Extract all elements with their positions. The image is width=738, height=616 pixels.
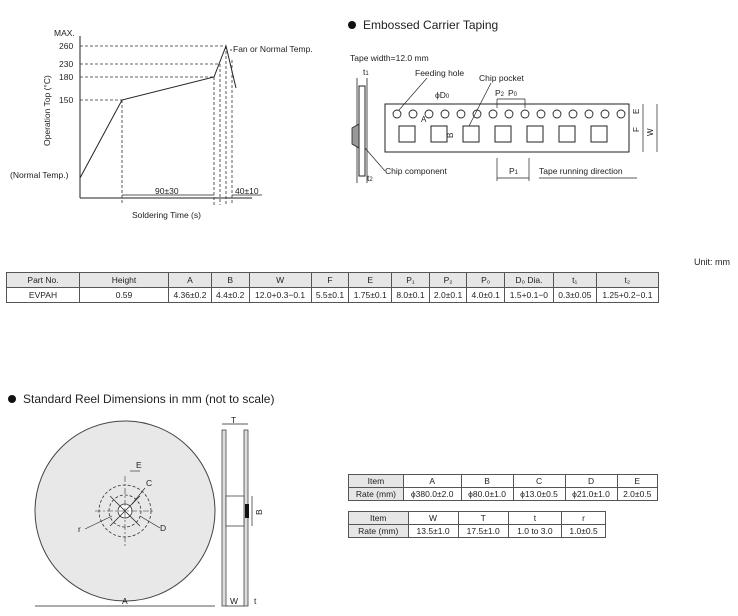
a-reel-label: A <box>122 596 128 606</box>
spec-table <box>6 272 659 303</box>
bullet-icon <box>8 395 16 403</box>
col-d0: D₀ Dia. <box>504 273 553 288</box>
normal-temp-label: (Normal Temp.) <box>10 170 69 180</box>
cell: EVPAH <box>7 288 80 303</box>
reel-table-1 <box>348 474 658 501</box>
taping-title-text: Embossed Carrier Taping <box>363 18 499 32</box>
x-axis-label: Soldering Time (s) <box>132 210 201 220</box>
e-reel-label: E <box>136 460 142 470</box>
cell: 4.4±0.2 <box>211 288 249 303</box>
cell: 1.5+0.1−0 <box>504 288 553 303</box>
cell: Item <box>349 475 404 488</box>
cell: ϕ380.0±2.0 <box>403 488 461 501</box>
cell: ϕ80.0±1.0 <box>461 488 513 501</box>
reel-diagram <box>30 416 280 616</box>
cell: t <box>508 512 561 525</box>
chip-component-label: Chip component <box>385 166 447 176</box>
cell: 1.75±0.1 <box>349 288 392 303</box>
cell: A <box>403 475 461 488</box>
carrier-tape-diagram <box>345 48 665 193</box>
t1-label: t1 <box>363 67 369 77</box>
col-f: F <box>311 273 349 288</box>
cell: 4.36±0.2 <box>169 288 212 303</box>
y-axis-label: Operation Top (°C) <box>42 75 52 146</box>
cell: B <box>461 475 513 488</box>
col-p1: P₁ <box>392 273 430 288</box>
cell: 2.0±0.1 <box>429 288 467 303</box>
feeding-hole-label: Feeding hole <box>415 68 465 78</box>
spec-table-row <box>7 288 659 303</box>
reel-table-2 <box>348 511 606 538</box>
cell: Item <box>349 512 409 525</box>
tape-width-label: Tape width=12.0 mm <box>350 53 429 63</box>
reel-table-2-header <box>349 512 606 525</box>
chip-pocket-label: Chip pocket <box>479 73 524 83</box>
cell: 1.0 to 3.0 <box>508 525 561 538</box>
a-label: A <box>421 115 427 124</box>
fan-normal-temp-label: Fan or Normal Temp. <box>233 44 313 54</box>
taping-title <box>348 18 498 32</box>
reel-table-2-row <box>349 525 606 538</box>
bullet-icon <box>348 21 356 29</box>
cell: 2.0±0.5 <box>617 488 658 501</box>
c-reel-label: C <box>146 478 153 488</box>
cell: T <box>458 512 508 525</box>
y-tick-180: 180 <box>59 72 74 82</box>
reel-table-1-row <box>349 488 658 501</box>
interval-label-90: 90±30 <box>155 186 179 196</box>
cell: 1.25+0.2−0.1 <box>596 288 658 303</box>
d0-label: ϕD0 <box>435 90 450 100</box>
cell: E <box>617 475 658 488</box>
t-reel-label: T <box>231 416 237 425</box>
cell: r <box>562 512 606 525</box>
interval-label-40: 40±10 <box>235 186 259 196</box>
r-reel-label: r <box>78 524 81 534</box>
col-t2: t₂ <box>596 273 658 288</box>
y-tick-260: 260 <box>59 41 74 51</box>
b-label: B <box>446 132 455 138</box>
cell: 5.5±0.1 <box>311 288 349 303</box>
t2-label: t2 <box>367 173 373 183</box>
b-reel-label: B <box>254 509 264 515</box>
temperature-profile-chart <box>0 20 340 230</box>
y-tick-150: 150 <box>59 95 74 105</box>
cell: Rate (mm) <box>349 488 404 501</box>
cell: ϕ21.0±1.0 <box>565 488 617 501</box>
spec-table-header <box>7 273 659 288</box>
cell: Rate (mm) <box>349 525 409 538</box>
cell: 0.59 <box>80 288 169 303</box>
col-height: Height <box>80 273 169 288</box>
w-reel-label: W <box>230 596 239 606</box>
reel-title-text: Standard Reel Dimensions in mm (not to scale) <box>23 392 275 406</box>
cell: 13.5±1.0 <box>408 525 458 538</box>
tape-direction-label: Tape running direction <box>539 166 623 176</box>
f-label: F <box>632 127 641 132</box>
t-small-reel-label: t <box>254 596 257 606</box>
cell: 0.3±0.05 <box>553 288 596 303</box>
cell: C <box>513 475 565 488</box>
y-tick-230: 230 <box>59 59 74 69</box>
col-w: W <box>249 273 311 288</box>
col-b: B <box>211 273 249 288</box>
cell: 1.0±0.5 <box>562 525 606 538</box>
cell: W <box>408 512 458 525</box>
col-e: E <box>349 273 392 288</box>
cell: D <box>565 475 617 488</box>
p2-label: P2 <box>495 88 505 98</box>
cell: 8.0±0.1 <box>392 288 430 303</box>
reel-table-1-header <box>349 475 658 488</box>
col-p2: P₂ <box>429 273 467 288</box>
unit-label: Unit: mm <box>694 257 730 267</box>
p0-label: P0 <box>508 88 518 98</box>
p1-label: P1 <box>509 166 519 176</box>
e-label: E <box>632 108 641 114</box>
cell: 17.5±1.0 <box>458 525 508 538</box>
reel-title <box>8 392 274 406</box>
w-label: W <box>646 128 655 136</box>
y-tick-max: MAX. <box>54 28 75 38</box>
col-a: A <box>169 273 212 288</box>
cell: 12.0+0.3−0.1 <box>249 288 311 303</box>
cell: ϕ13.0±0.5 <box>513 488 565 501</box>
col-part-no: Part No. <box>7 273 80 288</box>
cell: 4.0±0.1 <box>467 288 505 303</box>
col-p0: P₀ <box>467 273 505 288</box>
col-t1: t₁ <box>553 273 596 288</box>
d-reel-label: D <box>160 523 167 533</box>
